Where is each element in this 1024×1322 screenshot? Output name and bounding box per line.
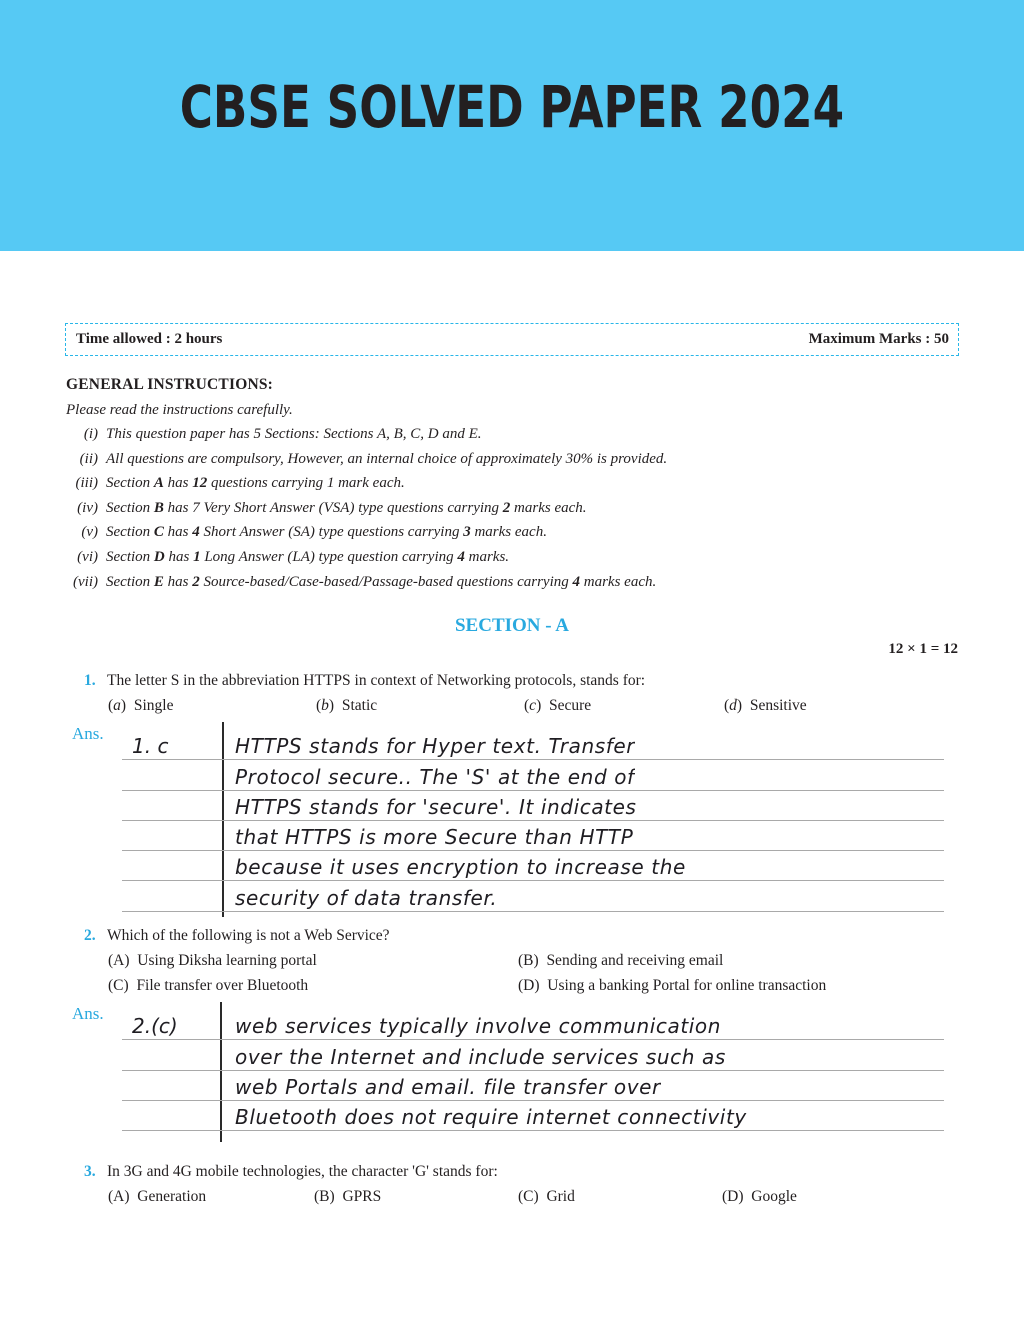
option-d: (D) Using a banking Portal for online transaction bbox=[518, 977, 827, 994]
marks-scheme: 12 × 1 = 12 bbox=[888, 641, 958, 657]
instruction-item: (iv) Section B has 7 Very Short Answer (VSA) type questions carrying 2 marks each. bbox=[77, 499, 587, 516]
exam-meta-box bbox=[65, 323, 959, 356]
instructions-intro: Please read the instructions carefully. bbox=[66, 402, 293, 418]
option-b: (b) Static bbox=[316, 697, 378, 714]
question-3 bbox=[84, 1163, 964, 1206]
question-text: The letter S in the abbreviation HTTPS in context of Networking protocols, stands for: bbox=[107, 672, 646, 689]
time-allowed: Time allowed : 2 hours bbox=[76, 331, 223, 347]
instruction-item: (v) Section C has 4 Short Answer (SA) type questions carrying 3 marks each. bbox=[81, 524, 547, 541]
general-instructions bbox=[66, 376, 946, 597]
page-title: CBSE SOLVED PAPER 2024 bbox=[179, 72, 845, 141]
maximum-marks: Maximum Marks : 50 bbox=[808, 331, 949, 347]
question-2 bbox=[84, 927, 964, 995]
answer-number: 1. c bbox=[132, 734, 169, 759]
option-d: (D) Google bbox=[722, 1188, 797, 1205]
question-number: 3. bbox=[84, 1163, 96, 1180]
question-1 bbox=[84, 672, 964, 715]
options-list bbox=[84, 697, 964, 715]
answer-number: 2.(c) bbox=[132, 1014, 178, 1039]
section-heading: SECTION - A bbox=[454, 615, 570, 636]
answer-label: Ans. bbox=[72, 1004, 104, 1023]
title-banner bbox=[0, 0, 1024, 251]
option-c: (C) Grid bbox=[518, 1188, 575, 1205]
option-c: (C) File transfer over Bluetooth bbox=[108, 977, 309, 994]
handwritten-answer-2: 2.(c) web services typically involve communication over the Internet and include services such as web Portals and email. file transfer over Bluetooth does not require internet connectivity bbox=[122, 1010, 944, 1131]
instruction-item: (iii) Section A has 12 questions carrying 1 mark each. bbox=[75, 475, 405, 492]
option-a: (A) Generation bbox=[108, 1188, 207, 1205]
options-list bbox=[84, 1188, 964, 1206]
question-number: 1. bbox=[84, 672, 96, 689]
instruction-item: (vii) Section E has 2 Source-based/Case-based/Passage-based questions carrying 4 marks each. bbox=[73, 573, 657, 590]
instruction-item: (ii) All questions are compulsory, However, an internal choice of approximately 30% is provided. bbox=[79, 450, 668, 467]
question-number: 2. bbox=[84, 927, 96, 944]
option-a: (A) Using Diksha learning portal bbox=[108, 952, 317, 969]
option-b: (B) GPRS bbox=[314, 1188, 382, 1205]
option-b: (B) Sending and receiving email bbox=[518, 952, 724, 969]
question-text: Which of the following is not a Web Service? bbox=[107, 927, 390, 944]
question-text: In 3G and 4G mobile technologies, the character 'G' stands for: bbox=[107, 1163, 498, 1180]
option-d: (d) Sensitive bbox=[724, 697, 807, 714]
instruction-item: (vi) Section D has 1 Long Answer (LA) type question carrying 4 marks. bbox=[77, 548, 510, 565]
answer-label: Ans. bbox=[72, 724, 104, 743]
options-list bbox=[84, 952, 964, 995]
handwritten-answer-1: 1. c HTTPS stands for Hyper text. Transfer Protocol secure.. The 'S' at the end of HTTPS stands for 'secure'. It indicates that HTTPS is more Secure than HTTP because it uses encryption to increase the security of data transfer. bbox=[122, 730, 944, 912]
instructions-heading: GENERAL INSTRUCTIONS: bbox=[66, 376, 274, 393]
instruction-item: (i) This question paper has 5 Sections: Sections A, B, C, D and E. bbox=[83, 426, 482, 442]
option-c: (c) Secure bbox=[524, 697, 592, 714]
option-a: (a) Single bbox=[108, 697, 174, 714]
instructions-list bbox=[66, 425, 946, 591]
